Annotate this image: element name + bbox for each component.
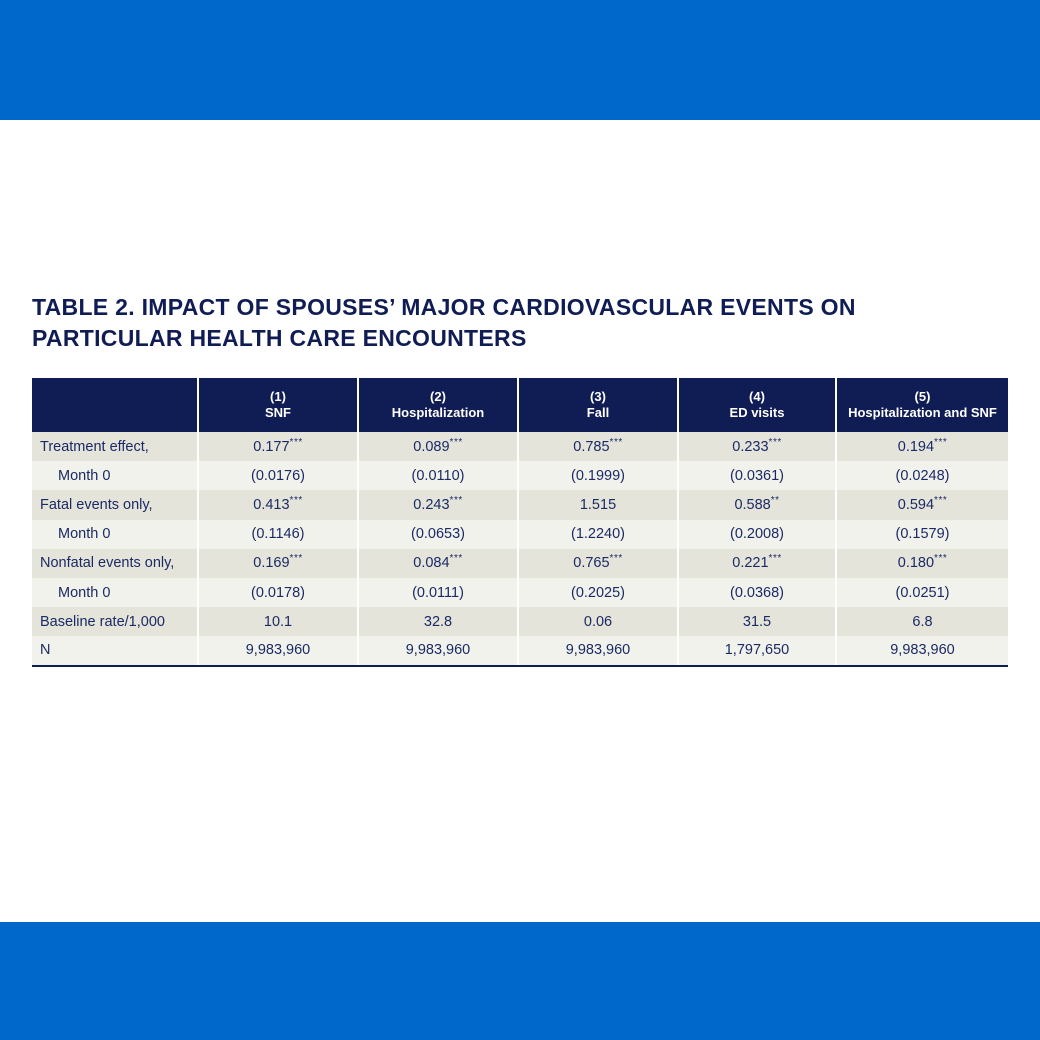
table-row [32, 432, 1008, 461]
table-cell [358, 636, 518, 665]
significance-stars: *** [289, 436, 303, 448]
cell-value: (0.0653) [410, 526, 465, 543]
top-color-band [0, 0, 1040, 120]
significance-stars: *** [609, 436, 623, 448]
cell-value: 9,983,960 [890, 642, 955, 659]
cell-value: 1.515 [579, 496, 617, 513]
table-cell [518, 607, 678, 636]
table-cell [198, 520, 358, 549]
cell-value: 0.243 [413, 496, 450, 513]
cell-value: (0.0176) [250, 467, 305, 484]
cell-value: 0.221 [732, 555, 769, 572]
cell-value: (0.0251) [895, 584, 950, 601]
cell-value: (0.0110) [411, 467, 465, 484]
significance-stars: *** [768, 553, 782, 565]
significance-stars: *** [449, 553, 463, 565]
header-col-2 [358, 378, 518, 432]
cell-value: (0.0248) [895, 467, 950, 484]
significance-stars: *** [934, 553, 948, 565]
cell-value: 0.177 [253, 438, 290, 455]
table-cell [198, 578, 358, 607]
table-cell [678, 578, 836, 607]
row-label: Baseline rate/1,000 [32, 607, 198, 636]
table-header [32, 378, 1008, 432]
cell-value: (0.0111) [412, 584, 464, 601]
table-cell [836, 578, 1008, 607]
table-row [32, 520, 1008, 549]
cell-value: 0.194 [897, 438, 935, 455]
cell-value: 9,983,960 [405, 642, 471, 659]
table-cell [836, 636, 1008, 665]
table-cell [358, 578, 518, 607]
cell-value: 0.785 [573, 438, 610, 455]
cell-value: (0.2008) [729, 526, 784, 543]
significance-stars: *** [768, 436, 782, 448]
row-label: Month 0 [32, 520, 198, 549]
table-cell [358, 432, 518, 461]
table-cell [836, 432, 1008, 461]
cell-value: 0.180 [897, 555, 935, 572]
cell-value: (1.2240) [570, 526, 625, 543]
table-cell [518, 636, 678, 665]
header-col-1-number: (1) [270, 389, 286, 404]
significance-stars: *** [934, 495, 948, 507]
header-col-4 [678, 378, 836, 432]
significance-stars: *** [449, 495, 463, 507]
header-col-3-name: Fall [586, 405, 610, 420]
header-col-1 [198, 378, 358, 432]
table-row [32, 636, 1008, 665]
table-cell [518, 578, 678, 607]
header-col-3-number: (3) [590, 389, 606, 404]
table-cell [358, 607, 518, 636]
table-row [32, 490, 1008, 519]
header-col-5 [836, 378, 1008, 432]
cell-value: 0.233 [732, 438, 769, 455]
cell-value: (0.0368) [729, 584, 784, 601]
cell-value: (0.2025) [570, 584, 625, 601]
significance-stars: *** [449, 436, 463, 448]
significance-stars: *** [289, 553, 303, 565]
table-cell [358, 461, 518, 490]
cell-value: 10.1 [263, 613, 293, 630]
table-cell [518, 461, 678, 490]
cell-value: (0.0361) [729, 467, 784, 484]
significance-stars: *** [289, 495, 303, 507]
table-cell [678, 520, 836, 549]
table-cell [518, 520, 678, 549]
row-label: Fatal events only, [32, 490, 198, 519]
bottom-color-band [0, 922, 1040, 1040]
table-cell [358, 520, 518, 549]
table-row [32, 549, 1008, 578]
row-label: Month 0 [32, 461, 198, 490]
header-col-5-name: Hospitalization and SNF [848, 405, 997, 420]
row-label: N [32, 636, 198, 665]
row-label: Treatment effect, [32, 432, 198, 461]
cell-value: (0.1579) [895, 526, 950, 543]
row-label: Nonfatal events only, [32, 549, 198, 578]
table-body [32, 432, 1008, 666]
table-row [32, 461, 1008, 490]
table-cell [518, 549, 678, 578]
table-cell [518, 490, 678, 519]
table-header-row [32, 378, 1008, 432]
cell-value: 0.06 [583, 613, 613, 630]
table-cell [678, 607, 836, 636]
significance-stars: *** [609, 553, 623, 565]
table-cell [678, 490, 836, 519]
cell-value: 9,983,960 [565, 642, 631, 659]
content-area [32, 292, 1008, 667]
table-cell [836, 549, 1008, 578]
cell-value: 0.594 [897, 496, 935, 513]
table-cell [836, 461, 1008, 490]
cell-value: 1,797,650 [724, 642, 790, 659]
table-cell [198, 432, 358, 461]
cell-value: (0.1146) [251, 526, 305, 543]
significance-stars: ** [770, 495, 780, 507]
cell-value: 0.413 [253, 496, 290, 513]
cell-value: 0.765 [573, 555, 610, 572]
table-cell [198, 461, 358, 490]
table-cell [836, 607, 1008, 636]
table-cell [678, 549, 836, 578]
table-cell [836, 490, 1008, 519]
table-cell [678, 432, 836, 461]
header-col-4-number: (4) [749, 389, 765, 404]
cell-value: (0.0178) [250, 584, 305, 601]
cell-value: 31.5 [742, 613, 772, 630]
table-cell [518, 432, 678, 461]
header-col-5-number: (5) [914, 389, 931, 404]
table-cell [198, 549, 358, 578]
table-cell [678, 636, 836, 665]
results-table [32, 378, 1008, 667]
cell-value: 0.588 [734, 496, 771, 513]
header-col-1-name: SNF [265, 405, 291, 420]
cell-value: 6.8 [912, 613, 933, 630]
header-col-4-name: ED visits [729, 405, 785, 420]
cell-value: 0.089 [413, 438, 450, 455]
header-col-3 [518, 378, 678, 432]
cell-value: 9,983,960 [245, 642, 311, 659]
significance-stars: *** [934, 436, 948, 448]
cell-value: (0.1999) [570, 467, 625, 484]
cell-value: 0.084 [413, 555, 450, 572]
table-cell [836, 520, 1008, 549]
table-cell [198, 636, 358, 665]
page-title: TABLE 2. IMPACT OF SPOUSES’ MAJOR CARDIOVASCULAR EVENTS ON PARTICULAR HEALTH CARE ENCOUNTERS [32, 294, 856, 351]
header-col-2-number: (2) [430, 389, 446, 404]
table-row [32, 607, 1008, 636]
header-corner-cell [32, 378, 198, 432]
row-label: Month 0 [32, 578, 198, 607]
table-cell [198, 490, 358, 519]
cell-value: 0.169 [253, 555, 290, 572]
table-cell [678, 461, 836, 490]
table-cell [358, 549, 518, 578]
table-row [32, 578, 1008, 607]
header-col-2-name: Hospitalization [391, 405, 485, 420]
cell-value: 32.8 [423, 613, 453, 630]
table-cell [358, 490, 518, 519]
table-cell [198, 607, 358, 636]
